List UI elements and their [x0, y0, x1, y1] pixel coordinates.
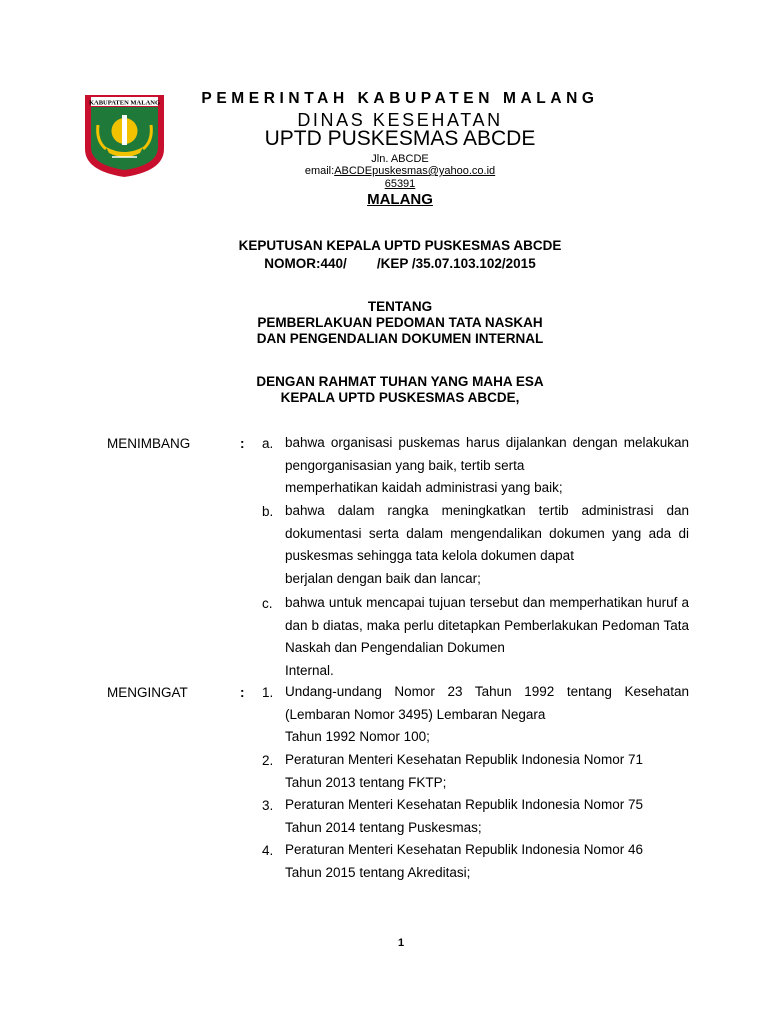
decree-tentang: TENTANG	[367, 299, 433, 314]
mengingat-marker-3: 3.	[262, 798, 274, 813]
menimbang-item-b-last: berjalan dengan baik dan lancar;	[285, 570, 481, 586]
header-address: Jln. ABCDE	[371, 153, 429, 165]
mengingat-marker-1: 1.	[262, 685, 274, 700]
decree-opening-line2: KEPALA UPTD PUSKESMAS ABCDE,	[280, 390, 520, 405]
header-email-line	[0, 165, 768, 177]
decree-opening-line1: DENGAN RAHMAT TUHAN YANG MAHA ESA	[256, 374, 544, 389]
menimbang-item-a-text: bahwa organisasi puskemas harus dijalankan dengan melakukan pengorganisasian yang baik, tertib serta	[285, 435, 689, 473]
mengingat-item-3-last: Tahun 2014 tentang Puskesmas;	[285, 819, 482, 835]
menimbang-colon: :	[240, 436, 245, 451]
menimbang-item-c	[285, 592, 689, 682]
mengingat-marker-2: 2.	[262, 753, 274, 768]
header-line-dinas: DINAS KESEHATAN	[297, 110, 503, 130]
menimbang-item-a-last: memperhatikan kaidah administrasi yang baik;	[285, 480, 563, 496]
menimbang-item-a	[285, 432, 689, 500]
mengingat-item-4-text: Peraturan Menteri Kesehatan Republik Indonesia Nomor 46	[285, 842, 643, 857]
menimbang-marker-b: b.	[262, 504, 274, 519]
menimbang-marker-a: a.	[262, 436, 274, 451]
menimbang-label: MENIMBANG	[107, 436, 191, 451]
mengingat-item-2	[285, 749, 689, 794]
header-line-uptd: UPTD PUSKESMAS ABCDE	[264, 127, 536, 150]
header-postal-code: 65391	[384, 178, 416, 190]
email-prefix: email:	[304, 165, 335, 177]
header-city: MALANG	[367, 191, 433, 208]
mengingat-item-2-text: Peraturan Menteri Kesehatan Republik Indonesia Nomor 71	[285, 752, 643, 767]
decree-title: KEPUTUSAN KEPALA UPTD PUSKESMAS ABCDE	[238, 238, 562, 253]
header-line-pemerintah: PEMERINTAH KABUPATEN MALANG	[201, 90, 599, 107]
menimbang-marker-c: c.	[262, 596, 273, 611]
mengingat-item-2-last: Tahun 2013 tentang FKTP;	[285, 774, 447, 790]
decree-number: NOMOR:440/ /KEP /35.07.103.102/2015	[264, 256, 536, 271]
mengingat-marker-4: 4.	[262, 843, 274, 858]
mengingat-label: MENGINGAT	[107, 685, 188, 700]
menimbang-item-c-last: Internal.	[285, 662, 334, 678]
menimbang-item-c-text: bahwa untuk mencapai tujuan tersebut dan memperhatikan huruf a dan b diatas, maka perlu ditetapkan Pemberlakukan Pedoman Tata Naskah dan Pengendalian Dokumen	[285, 595, 689, 656]
mengingat-item-1-last: Tahun 1992 Nomor 100;	[285, 729, 430, 745]
mengingat-item-1	[285, 681, 689, 749]
decree-subject-line2: DAN PENGENDALIAN DOKUMEN INTERNAL	[256, 331, 544, 346]
svg-text:KABUPATEN MALANG: KABUPATEN MALANG	[88, 99, 161, 107]
email-link[interactable]: ABCDEpuskesmas@yahoo.co.id	[334, 165, 496, 177]
decree-subject-line1: PEMBERLAKUAN PEDOMAN TATA NASKAH	[257, 315, 543, 330]
menimbang-item-b	[285, 500, 689, 590]
mengingat-item-3-text: Peraturan Menteri Kesehatan Republik Indonesia Nomor 75	[285, 797, 643, 812]
mengingat-colon: :	[240, 685, 245, 700]
mengingat-item-3	[285, 794, 689, 839]
mengingat-item-4	[285, 839, 689, 884]
page-number: 1	[397, 937, 405, 949]
menimbang-item-b-text: bahwa dalam rangka meningkatkan tertib administrasi dan dokumentasi serta dalam mengendalikan dokumen yang ada di puskesmas sehingga tata kelola dokumen dapat	[285, 503, 689, 564]
mengingat-item-4-last: Tahun 2015 tentang Akreditasi;	[285, 864, 471, 880]
mengingat-item-1-text: Undang-undang Nomor 23 Tahun 1992 tentang Kesehatan (Lembaran Nomor 3495) Lembaran Negara	[285, 684, 689, 722]
